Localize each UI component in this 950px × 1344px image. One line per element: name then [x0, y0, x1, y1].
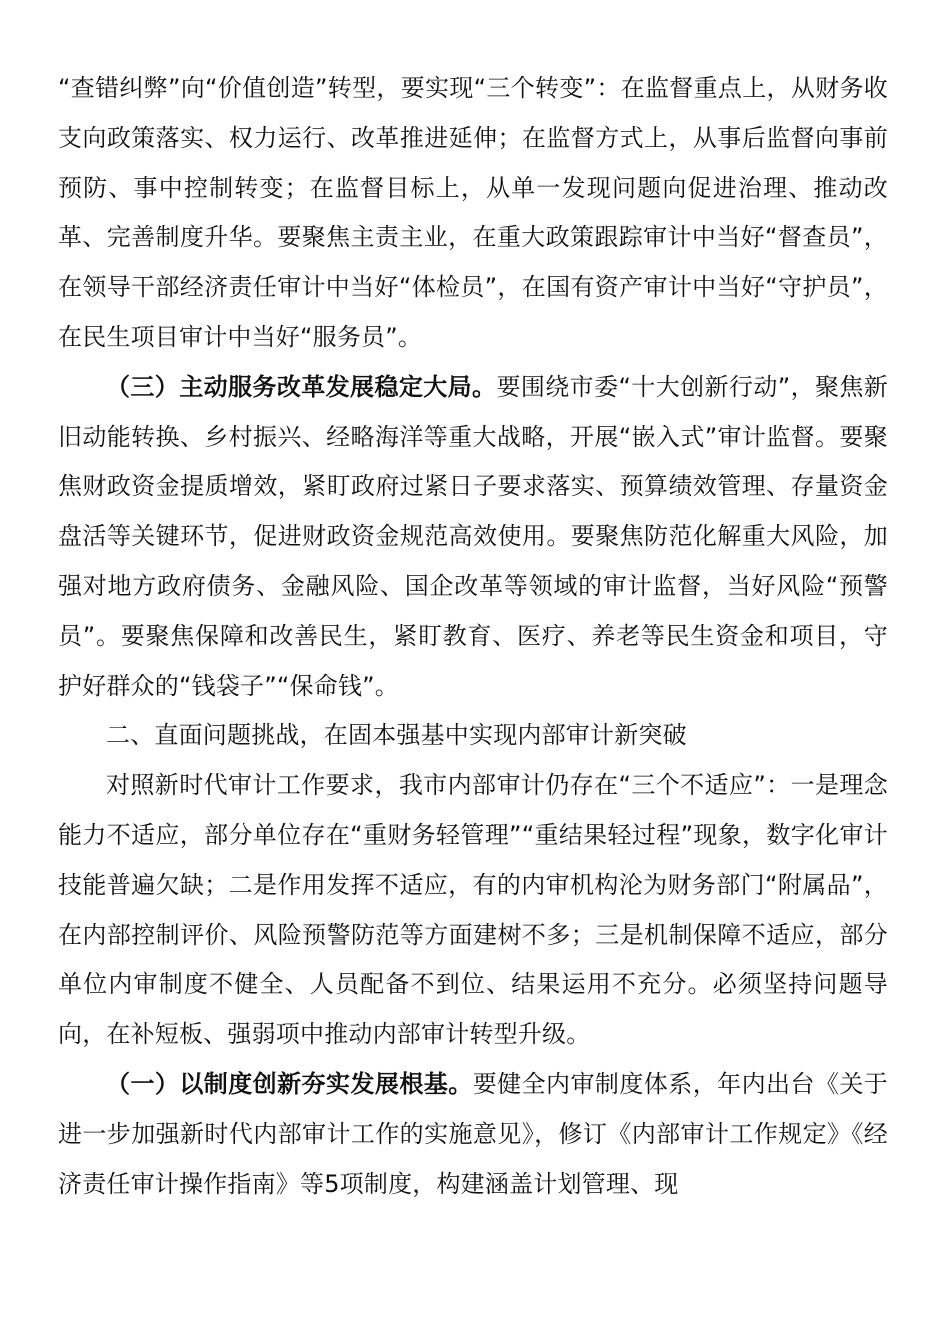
paragraph-text: “查错纠弊”向“价值创造”转型，要实现“三个转变”：在监督重点上，从财务收支向政策落实、权力运行、改革推进延伸；在监督方式上，从事后监督向事前预防、事中控制转变；在监督目标上，从单一发现问题向促进治理、推动改革、完善制度升华。要聚焦主责主业，在重大政策跟踪审计中当好“督查员”，在领导干部经济责任审计中当好“体检员”，在国有资产审计中当好“守护员”，在民生项目审计中当好“服务员”。 — [58, 74, 888, 351]
section-heading-two — [58, 711, 888, 761]
paragraph-text: 要健全内审制度体系，年内出台《关于进一步加强新时代内部审计工作的实施意见》，修订《内部审计工作规定》《经济责任审计操作指南》等5项制度，构建涵盖计划管理、现 — [58, 1069, 889, 1198]
paragraph-text: 要围绕市委“十大创新行动”，聚焦新旧动能转换、乡村振兴、经略海洋等重大战略，开展“嵌入式”审计监督。要聚焦财政资金提质增效，紧盯政府过紧日子要求落实、预算绩效管理、存量资金盘活等关键环节，促进财政资金规范高效使用。要聚焦防范化解重大风险，加强对地方政府债务、金融风险、国企改革等领域的审计监督，当好风险“预警员”。要聚焦保障和改善民生，紧盯教育、医疗、养老等民生资金和项目，守护好群众的“钱袋子”“保命钱”。 — [58, 372, 888, 700]
paragraph-section-one — [58, 1060, 888, 1209]
paragraph-problems — [58, 761, 888, 1060]
section-heading-text: 二、直面问题挑战，在固本强基中实现内部审计新突破 — [106, 721, 687, 750]
document-page — [58, 64, 888, 1209]
paragraph-continued — [58, 64, 888, 363]
paragraph-section-three — [58, 363, 888, 712]
paragraph-lead-heading: （三）主动服务改革发展稳定大局。 — [106, 372, 497, 401]
paragraph-lead-heading: （一）以制度创新夯实发展根基。 — [106, 1069, 473, 1098]
paragraph-text: 对照新时代审计工作要求，我市内部审计仍存在“三个不适应”：一是理念能力不适应，部分单位存在“重财务轻管理”“重结果轻过程”现象，数字化审计技能普遍欠缺；二是作用发挥不适应，有的内审机构沦为财务部门“附属品”，在内部控制评价、风险预警防范等方面建树不多；三是机制保障不适应，部分单位内审制度不健全、人员配备不到位、结果运用不充分。必须坚持问题导向，在补短板、强弱项中推动内部审计转型升级。 — [58, 771, 888, 1049]
